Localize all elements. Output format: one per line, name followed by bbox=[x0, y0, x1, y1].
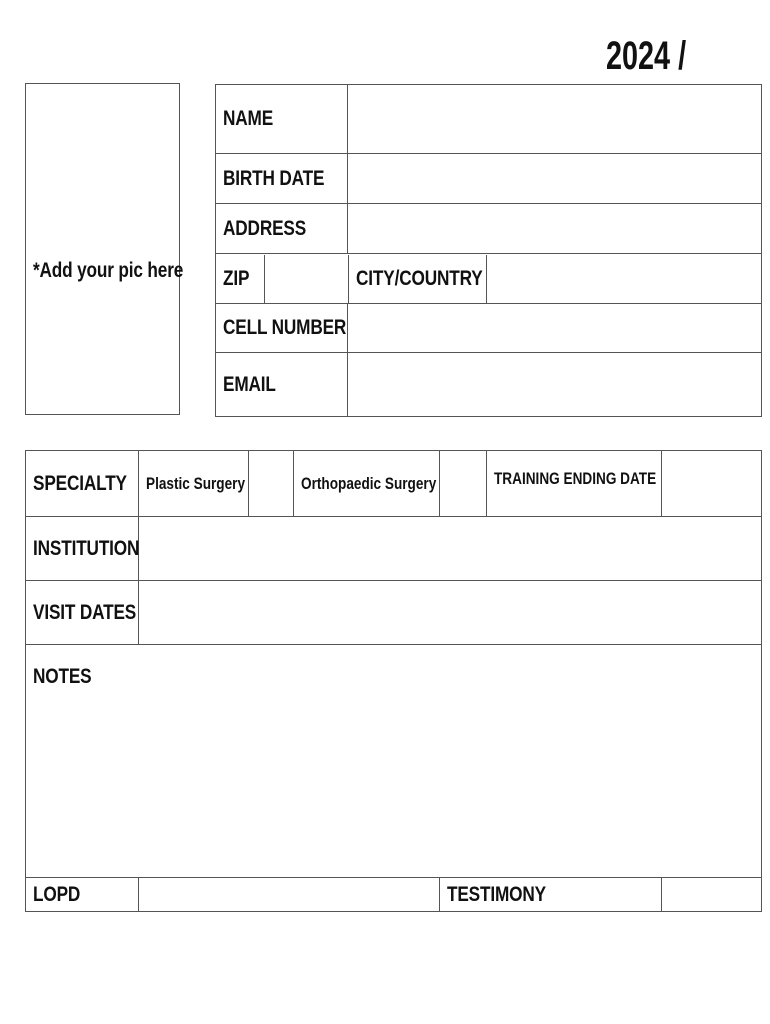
zip-field[interactable] bbox=[264, 255, 348, 303]
address-label: ADDRESS bbox=[216, 204, 348, 254]
visit-dates-field[interactable] bbox=[139, 581, 762, 645]
training-ending-date-field[interactable] bbox=[662, 451, 762, 517]
address-field[interactable] bbox=[348, 204, 762, 254]
email-label: EMAIL bbox=[216, 353, 348, 417]
cell-number-field[interactable] bbox=[348, 304, 762, 353]
training-ending-date-label: TRAINING ENDING DATE bbox=[487, 451, 662, 517]
photo-placeholder-text: *Add your pic here bbox=[33, 259, 184, 282]
name-label: NAME bbox=[216, 85, 348, 154]
lopd-field[interactable] bbox=[139, 878, 440, 912]
orthopaedic-surgery-label: Orthopaedic Surgery bbox=[294, 451, 440, 517]
institution-label: INSTITUTION bbox=[26, 517, 139, 581]
cell-number-label: CELL NUMBER bbox=[216, 304, 348, 353]
testimony-field[interactable] bbox=[662, 878, 762, 912]
personal-info-table bbox=[215, 84, 762, 417]
city-country-field[interactable] bbox=[486, 255, 761, 303]
specialty-label: SPECIALTY bbox=[26, 451, 139, 517]
email-field[interactable] bbox=[348, 353, 762, 417]
form-year: 2024 / bbox=[606, 34, 687, 78]
photo-upload-box[interactable] bbox=[25, 83, 184, 415]
institution-field[interactable] bbox=[139, 517, 762, 581]
training-info-table bbox=[25, 450, 762, 912]
plastic-surgery-label: Plastic Surgery bbox=[139, 451, 249, 517]
notes-label: NOTES bbox=[33, 665, 92, 688]
zip-label: ZIP bbox=[216, 255, 264, 303]
plastic-surgery-checkbox[interactable] bbox=[249, 451, 294, 517]
name-field[interactable] bbox=[348, 85, 762, 154]
testimony-label: TESTIMONY bbox=[440, 878, 662, 912]
birth-date-field[interactable] bbox=[348, 154, 762, 204]
visit-dates-label: VISIT DATES bbox=[26, 581, 139, 645]
lopd-label: LOPD bbox=[26, 878, 139, 912]
notes-area[interactable] bbox=[26, 645, 762, 878]
orthopaedic-surgery-checkbox[interactable] bbox=[440, 451, 487, 517]
birth-date-label: BIRTH DATE bbox=[216, 154, 348, 204]
city-country-label: CITY/COUNTRY bbox=[348, 255, 486, 303]
